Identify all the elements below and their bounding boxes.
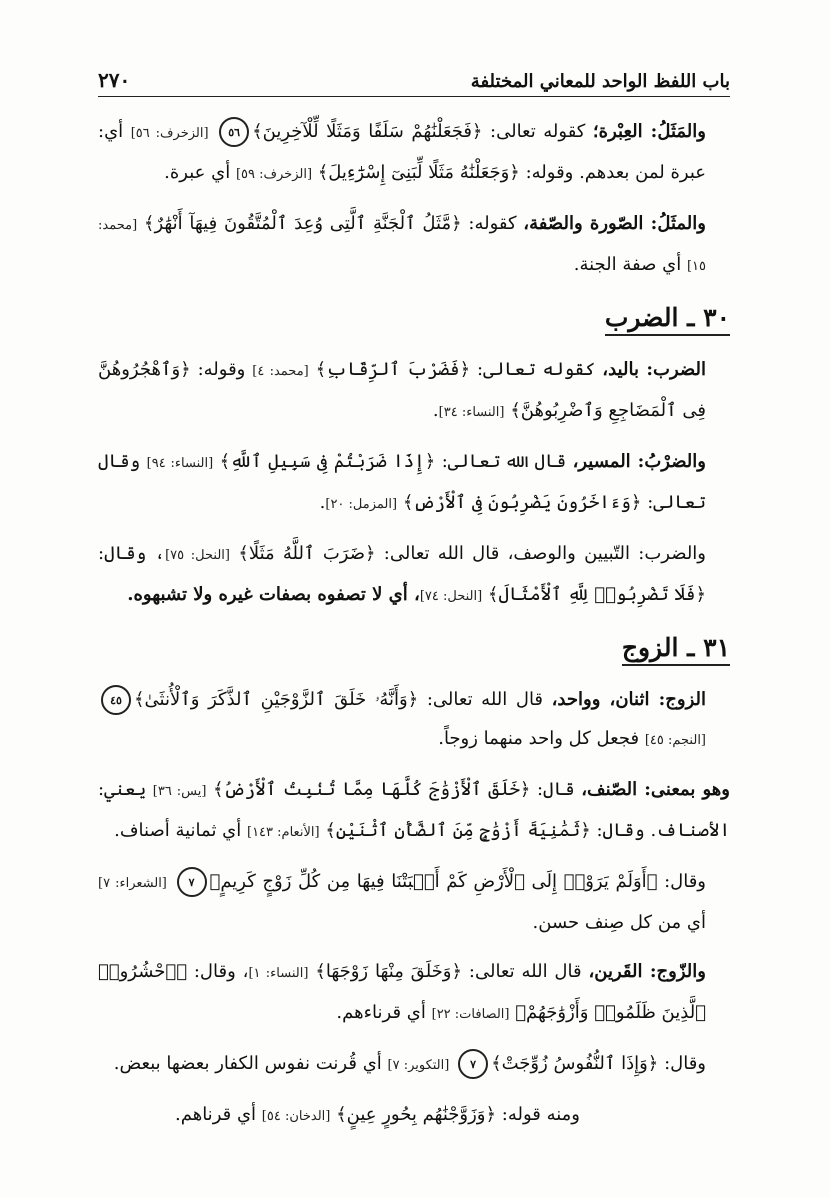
verse-reference: [الزخرف: ٥٩] <box>235 167 313 182</box>
text: أي عبرة. <box>164 162 236 183</box>
ayah-number-medallion: ٥٦ <box>219 117 249 147</box>
verse-reference: [الزخرف: ٥٦] <box>130 126 209 141</box>
term: وهو بمعنى: الصّنف، <box>581 779 730 800</box>
text: . <box>432 400 439 421</box>
quran-verse: ﴿وَءَاخَرُونَ يَضْرِبُونَ فِى ٱلْأَرْضِ﴾ <box>402 492 642 513</box>
text: . <box>319 492 326 513</box>
text: وقال تعالى: <box>98 451 706 513</box>
paragraph-zawj-ithnan <box>98 680 730 760</box>
quran-verse: ﴿وَجَعَلْنَٰهُ مَثَلًا لِّبَنِىٓ إِسْرَٰٓءِيلَ﴾ <box>317 162 520 183</box>
text: قال الله تعالى: <box>418 689 552 710</box>
page-body <box>98 112 730 1146</box>
verse-reference: [محمد: ١٥] <box>98 218 706 274</box>
quran-verse: ﴿مَّثَلُ ٱلْجَنَّةِ ٱلَّتِى وُعِدَ ٱلْمُتَّقُونَ فِيهَآ أَنْهَٰرٌ﴾ <box>143 213 462 234</box>
text: قال الله تعالى: <box>435 451 573 472</box>
verse-reference: [النساء: ٣٤] <box>438 405 505 420</box>
quran-verse: ﴿وَأَنَّهُۥ خَلَقَ ٱلزَّوْجَيْنِ ٱلذَّكَرَ وَٱلْأُنثَىٰ﴾ <box>134 689 419 710</box>
verse-reference: [النجم: ٤٥] <box>644 733 706 748</box>
quran-verse: ﴿خَلَقَ ٱلْأَزْوَٰجَ كُلَّهَا مِمَّا تُنۢبِتُ ٱلْأَرْضُ﴾ <box>212 779 531 800</box>
verse-reference: [النحل: ٧٥] <box>165 548 230 563</box>
text: ومنه قوله: <box>496 1104 580 1125</box>
paragraph-zawj-karim <box>98 862 730 942</box>
verse-reference: [الصافات: ٢٢] <box>431 1007 510 1022</box>
quran-verse: ﴿وَإِذَا ٱلنُّفُوسُ زُوِّجَتْ﴾ <box>491 1053 659 1074</box>
text: قال الله تعالى: <box>462 961 589 982</box>
verse-reference: [الدخان: ٥٤] <box>261 1109 331 1124</box>
term: الضرب: باليد، <box>602 359 706 380</box>
ayah-number-medallion: ٧ <box>177 867 207 897</box>
paragraph-zawj-sinf <box>98 770 730 852</box>
text: كقوله تعالى: <box>482 121 593 142</box>
text: ، وقال: <box>187 961 249 982</box>
text: أي قُرنت نفوس الكفار بعضها ببعض. <box>113 1053 388 1074</box>
quran-verse: ﴿فَضَرْبَ ٱلرِّقَابِ﴾ <box>315 359 471 380</box>
text: أي قرناءهم. <box>336 1002 432 1023</box>
quran-verse: ﴿ضَرَبَ ٱللَّهُ مَثَلًا﴾ <box>238 543 376 564</box>
running-header <box>98 58 730 97</box>
quran-verse: ﴿أَوَلَمْ يَرَوْا۟ إِلَى ٱلْأَرْضِ كَمْ أَنۢبَتْنَا فِيهَا مِن كُلِّ زَوْجٍ كَرِيمٍ﴾ <box>209 871 658 892</box>
text: وقال: <box>657 871 706 892</box>
section-heading-zawj: ٣١ ـ الزوج <box>98 628 730 670</box>
ayah-number-medallion: ٤٥ <box>101 685 131 715</box>
term: والمَثَلُ: العِبْرة؛ <box>592 121 706 142</box>
text: وقال: <box>658 1053 706 1074</box>
verse-reference: [النساء: ٩٤] <box>146 456 214 471</box>
paragraph-zawj-nufus <box>98 1044 730 1085</box>
verse-reference: [النساء: ١] <box>248 966 309 981</box>
text: يعني: الأصناف. وقال: <box>98 779 730 841</box>
paragraph-darb-masir <box>98 442 730 524</box>
text: ، وقال: <box>98 543 166 564</box>
text: وقوله: <box>190 359 253 380</box>
text: قال الله تعالى: <box>375 543 508 564</box>
quran-verse: ﴿فَلَا تَضْرِبُوا۟ لِلَّهِ ٱلْأَمْثَالَ﴾ <box>487 584 706 605</box>
paragraph-darb-yad <box>98 350 730 432</box>
quran-verse: ﴿ثَمَٰنِيَةَ أَزْوَٰجٍ مِّنَ ٱلضَّأْنِ ٱثْنَيْنِ﴾ <box>325 820 591 841</box>
text: أي قرناهم. <box>175 1104 262 1125</box>
verse-reference: [المزمل: ٢٠] <box>325 497 398 512</box>
quran-verse: ﴿فَجَعَلْنَٰهُمْ سَلَفًا وَمَثَلًا لِّلْآخِرِينَ﴾ <box>252 121 483 142</box>
paragraph-darb-tabyin <box>98 534 730 616</box>
running-title: باب اللفظ الواحد للمعاني المختلفة <box>470 71 730 92</box>
term: الزوج: اثنان، وواحد، <box>551 689 706 710</box>
paragraph-mathal-ibra <box>98 112 730 194</box>
verse-reference: [الأنعام: ١٤٣] <box>247 825 320 840</box>
paragraph-mathal-sura <box>98 204 730 286</box>
text: أي: عبرة لمن بعدهم. وقوله: <box>98 121 706 183</box>
term: والضرْبُ: المسير، <box>572 451 706 472</box>
text: قال: <box>530 779 582 800</box>
quran-verse: ﴿وَزَوَّجْنَٰهُم بِحُورٍ عِينٍ﴾ <box>336 1104 497 1125</box>
quran-verse: ﴿وَٱهْجُرُوهُنَّ فِى ٱلْمَضَاجِعِ وَٱضْرِبُوهُنَّ﴾ <box>98 359 706 421</box>
verse-reference: [محمد: ٤] <box>252 364 309 379</box>
text: ، أي لا تصفوه بصفات غيره ولا تشبهوه. <box>127 584 420 605</box>
text: كقوله تعالى: <box>470 359 603 380</box>
text: أي من كل صِنف حسن. <box>532 912 706 933</box>
term: والمثَلُ: الصّورة والصّفة، <box>523 213 706 234</box>
quran-verse: ﴿وَخَلَقَ مِنْهَا زَوْجَهَا﴾ <box>315 961 463 982</box>
verse-reference: [النحل: ٧٤] <box>419 589 483 604</box>
text: فجعل كل واحد منهما زوجاً. <box>438 728 645 749</box>
page-number: ٢٧٠ <box>98 68 131 92</box>
section-heading-darb: ٣٠ ـ الضرب <box>98 298 730 340</box>
ayah-number-medallion: ٧ <box>458 1049 488 1079</box>
text: أي صفة الجنة. <box>573 254 687 275</box>
paragraph-zawj-hur <box>98 1095 730 1136</box>
quran-verse: ﴿إِذَا ضَرَبْتُمْ فِى سَبِيلِ ٱللَّهِ﴾ <box>219 451 436 472</box>
paragraph-zawj-qarin <box>98 952 730 1034</box>
quran-verse: ﴿ٱحْشُرُوا۟ ٱلَّذِينَ ظَلَمُوا۟ وَأَزْوَٰجَهُمْ﴾ <box>98 961 706 1023</box>
verse-reference: [يس: ٣٦] <box>152 784 207 799</box>
term: والضرب: التّبيين والوصف، <box>507 543 706 564</box>
text: كقوله: <box>461 213 524 234</box>
term: والزّوج: القَرين، <box>588 961 706 982</box>
text: أي ثمانية أصناف. <box>114 820 247 841</box>
verse-reference: [التكوير: ٧] <box>387 1058 450 1073</box>
verse-reference: [الشعراء: ٧] <box>98 876 167 891</box>
